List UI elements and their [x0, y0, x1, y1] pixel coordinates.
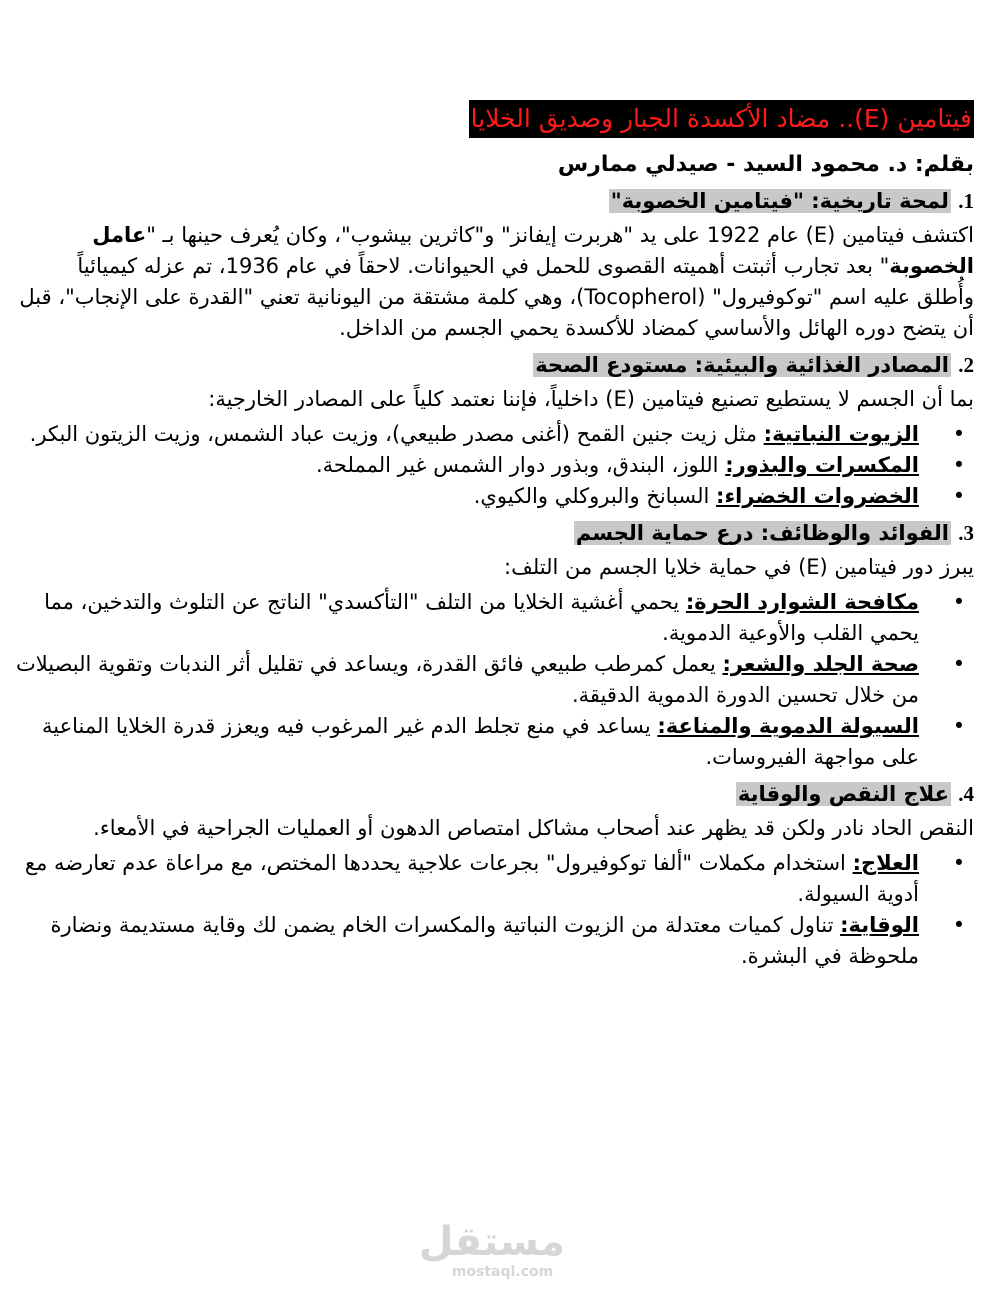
section-1-paragraph: [14, 220, 974, 344]
title-row: [14, 100, 974, 138]
section-2-intro: بما أن الجسم لا يستطيع تصنيع فيتامين (E) داخلياً، فإننا نعتمد كلياً على المصادر الخارجية:: [208, 387, 974, 411]
bullet-icon: •: [952, 913, 966, 937]
list-item-text: اللوز، البندق، وبذور دوار الشمس غير المملحة.: [316, 453, 726, 477]
section-3-intro: يبرز دور فيتامين (E) في حماية خلايا الجسم من التلف:: [504, 555, 974, 579]
section-1-text-b: " بعد تجارب أثبتت أهميته القصوى للحمل في الحيوانات.: [407, 254, 890, 278]
bullet-icon: •: [952, 453, 966, 477]
section-1-text-c: لاحقاً في عام 1936، تم عزله كيميائياً وأُطلق عليه اسم "توكوفيرول" (Tocopherol)، وهي كلمة مشتقة من اليونانية تعني "القدرة على الإنجاب"، قبل أن يتضح دوره الهائل والأساسي كمضاد للأكسدة يحمي الجسم من الداخل.: [19, 254, 974, 340]
list-item-term: الزيوت النباتية:: [763, 422, 919, 446]
list-item: [14, 910, 966, 972]
list-item-text: السبانخ والبروكلي والكيوي.: [473, 484, 717, 508]
list-item-text: مثل زيت جنين القمح (أغنى مصدر طبيعي)، وزيت عباد الشمس، وزيت الزيتون البكر.: [29, 422, 764, 446]
list-item-text: تناول كميات معتدلة من الزيوت النباتية والمكسرات الخام يضمن لك وقاية مستديمة ونضارة ملحوظة في البشرة.: [50, 913, 919, 968]
list-item-term: المكسرات والبذور:: [725, 453, 919, 477]
section-2-number: 2.: [958, 353, 974, 377]
bullet-icon: •: [952, 851, 966, 875]
bullet-icon: •: [952, 590, 966, 614]
article: [14, 100, 974, 976]
section-1-title: لمحة تاريخية: "فيتامين الخصوبة": [610, 189, 949, 213]
bullet-icon: •: [952, 422, 966, 446]
list-item: [14, 481, 966, 512]
article-title: فيتامين (E).. مضاد الأكسدة الجبار وصديق الخلايا: [469, 100, 974, 138]
watermark: [418, 1219, 565, 1280]
list-item-text: استخدام مكملات "ألفا توكوفيرول" بجرعات علاجية يحددها المختص، مع مراعاة عدم تعارضه مع أدوية السيولة.: [24, 851, 919, 906]
list-item: [14, 649, 966, 711]
section-1-number: 1.: [958, 189, 974, 213]
list-item-term: العلاج:: [852, 851, 919, 875]
bullet-icon: •: [952, 484, 966, 508]
section-1-heading: [14, 184, 974, 218]
section-3-title: الفوائد والوظائف: درع حماية الجسم: [575, 521, 949, 545]
section-1-text-a: اكتشف فيتامين (E) عام 1922 على يد "هربرت إيفانز" و"كاثرين بيشوب"، وكان يُعرف حينها بـ ": [146, 223, 974, 247]
bullet-icon: •: [952, 652, 966, 676]
watermark-logo: مستقل: [418, 1219, 565, 1265]
list-item-text: يحمي أغشية الخلايا من التلف "التأكسدي" الناتج عن التلوث والتدخين، مما يحمي القلب والأوعية الدموية.: [44, 590, 919, 645]
list-item: [14, 587, 966, 649]
list-item: [14, 419, 966, 450]
section-4-list: [14, 848, 974, 972]
section-2-list: [14, 419, 974, 512]
section-3-number: 3.: [958, 521, 974, 545]
section-2-title: المصادر الغذائية والبيئية: مستودع الصحة: [535, 353, 949, 377]
list-item-term: السيولة الدموية والمناعة:: [657, 714, 919, 738]
list-item-term: الخضروات الخضراء:: [716, 484, 919, 508]
section-4-title: علاج النقص والوقاية: [737, 782, 949, 806]
list-item-term: الوقاية:: [840, 913, 919, 937]
list-item: [14, 711, 966, 773]
list-item-text: يساعد في منع تجلط الدم غير المرغوب فيه ويعزز قدرة الخلايا المناعية على مواجهة الفيروسات.: [41, 714, 919, 769]
watermark-url: mostaql.com: [451, 1264, 554, 1280]
section-4-intro: النقص الحاد نادر ولكن قد يظهر عند أصحاب مشاكل امتصاص الدهون أو العمليات الجراحية في الأمعاء.: [93, 816, 974, 840]
bullet-icon: •: [952, 714, 966, 738]
section-2-heading: [14, 348, 974, 382]
list-item: [14, 450, 966, 481]
list-item-text: يعمل كمرطب طبيعي فائق القدرة، ويساعد في تقليل أثر الندبات وتقوية البصيلات من خلال تحسين الدورة الدموية الدقيقة.: [15, 652, 919, 707]
section-1-bold-term: عامل الخصوبة: [92, 223, 974, 278]
section-4-heading: [14, 777, 974, 811]
section-3-heading: [14, 516, 974, 550]
section-4-number: 4.: [958, 782, 974, 806]
list-item-term: صحة الجلد والشعر:: [722, 652, 919, 676]
section-3-list: [14, 587, 974, 773]
byline: بقلم: د. محمود السيد - صيدلي ممارس: [557, 152, 974, 177]
list-item-term: مكافحة الشوارد الحرة:: [685, 590, 919, 614]
list-item: [14, 848, 966, 910]
